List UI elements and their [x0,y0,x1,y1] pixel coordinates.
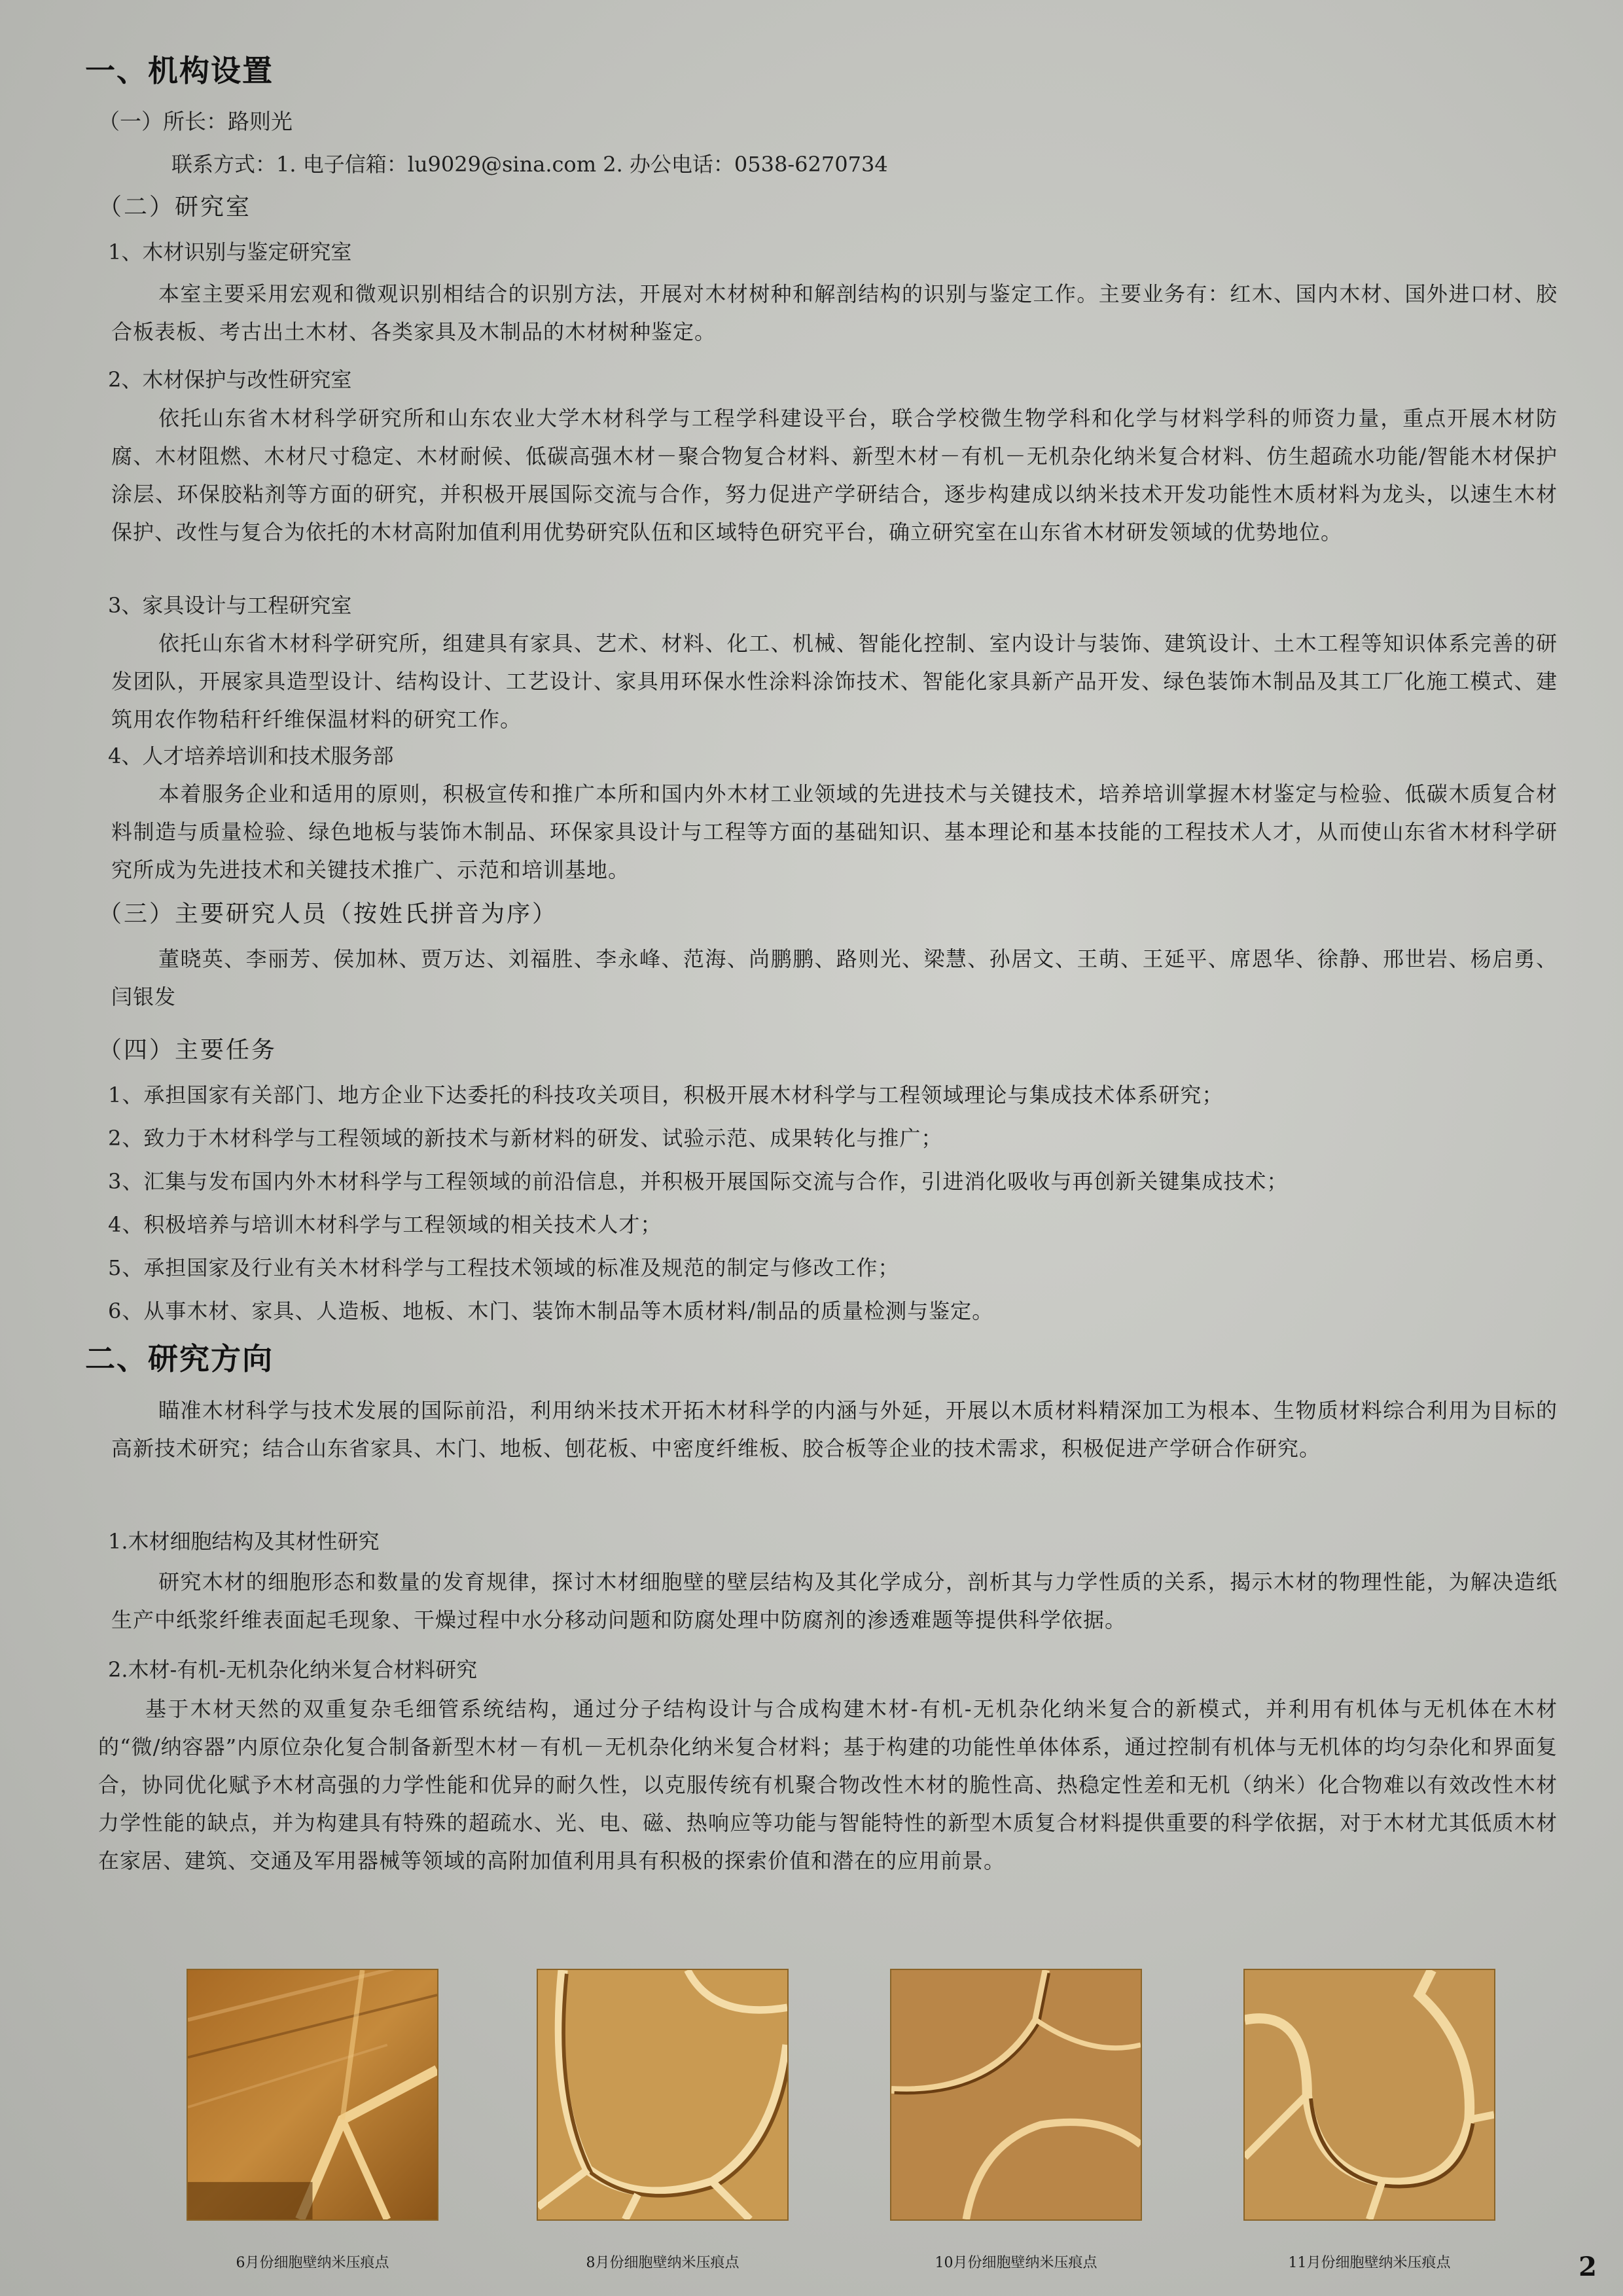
figure-caption: 8月份细胞壁纳米压痕点 [586,2255,740,2271]
micrograph-november [1243,1969,1495,2221]
task-item: 4、积极培养与培训木材科学与工程领域的相关技术人才； [108,1212,662,1237]
task-item: 6、从事木材、家具、人造板、地板、木门、装饰木制品等木质材料/制品的质量检测与鉴定。 [108,1299,994,1323]
topic-body: 研究木材的细胞形态和数量的发育规律，探讨木材细胞壁的壁层结构及其化学成分，剖析其与力学性质的关系，揭示木材的物理性能，为解决造纸生产中纸浆纤维表面起毛现象、干燥过程中水分移动问题和防腐处理中防腐剂的渗透难题等提供科学依据。 [111,1570,1558,1632]
task-item: 1、承担国家有关部门、地方企业下达委托的科技攻关项目，积极开展木材科学与工程领域理论与集成技术体系研究； [108,1083,1224,1107]
research-intro: 瞄准木材科学与技术发展的国际前沿，利用纳米技术开拓木材科学的内涵与外延，开展以木质材料精深加工为根本、生物质材料综合利用为目标的高新技术研究；结合山东省家具、木门、地板、刨花板、中密度纤维板、胶合板等企业的技术需求，积极促进产学研合作研究。 [111,1398,1558,1461]
topic-title: 1.木材细胞结构及其材性研究 [108,1529,380,1554]
topic-body: 基于木材天然的双重复杂毛细管系统结构，通过分子结构设计与合成构建木材-有机-无机杂化纳米复合的新模式，并利用有机体与无机体在木材的“微/纳容器”内原位杂化复合制备新型木材－有机－无机杂化纳米复合材料；基于构建的功能性单体体系，通过控制有机体与无机体的均匀杂化和界面复合，协同优化赋予木材高强的力学性能和优异的耐久性，以克服传统有机聚合物改性木材的脆性高、热稳定性差和无机（纳米）化合物难以有效改性木材力学性能的缺点，并为构建具有特殊的超疏水、光、电、磁、热响应等功能与智能特性的新型木质复合材料提供重要的科学依据，对于木材尤其低质木材在家居、建筑、交通及军用器械等领域的高附加值利用具有积极的探索价值和潜在的应用前景。 [98,1696,1558,1873]
micrograph-october [890,1969,1142,2221]
lab-body: 本室主要采用宏观和微观识别相结合的识别方法，开展对木材树种和解剖结构的识别与鉴定工作。主要业务有：红木、国内木材、国外进口材、胶合板表板、考古出土木材、各类家具及木制品的木材树种鉴定。 [111,281,1558,344]
lab-title: 2、木材保护与改性研究室 [108,367,352,392]
section-heading-structure: 一、机构设置 [85,53,274,88]
staff-heading: （三）主要研究人员（按姓氏拼音为序） [98,901,558,927]
micrograph-june [187,1969,438,2221]
task-item: 2、致力于木材科学与工程领域的新技术与新材料的研发、试验示范、成果转化与推广； [108,1126,943,1151]
task-item: 3、汇集与发布国内外木材科学与工程领域的前沿信息，并积极开展国际交流与合作，引进消化吸收与再创新关键集成技术； [108,1169,1289,1194]
lab-title: 3、家具设计与工程研究室 [108,593,352,618]
lab-body: 依托山东省木材科学研究所和山东农业大学木材科学与工程学科建设平台，联合学校微生物学科和化学与材料学科的师资力量，重点开展木材防腐、木材阻燃、木材尺寸稳定、木材耐候、低碳高强木材－聚合物复合材料、新型木材－有机－无机杂化纳米复合材料、仿生超疏水功能/智能木材保护涂层、环保胶粘剂等方面的研究，并积极开展国际交流与合作，努力促进产学研结合，逐步构建成以纳米技术开发功能性木质材料为龙头，以速生木材保护、改性与复合为依托的木材高附加值利用优势研究队伍和区域特色研究平台，确立研究室在山东省木材研发领域的优势地位。 [111,406,1558,545]
lab-body: 本着服务企业和适用的原则，积极宣传和推广本所和国内外木材工业领域的先进技术与关键技术，培养培训掌握木材鉴定与检验、低碳木质复合材料制造与质量检验、绿色地板与装饰木制品、环保家具设计与工程等方面的基础知识、基本理论和基本技能的工程技术人才，从而使山东省木材科学研究所成为先进技术和关键技术推广、示范和培训基地。 [111,781,1558,882]
contact-line: 联系方式：1. 电子信箱：lu9029@sina.com 2. 办公电话：0538-6270734 [171,152,888,177]
figure-caption: 6月份细胞壁纳米压痕点 [236,2255,389,2271]
figure-caption: 11月份细胞壁纳米压痕点 [1288,2255,1451,2271]
lab-body: 依托山东省木材科学研究所，组建具有家具、艺术、材料、化工、机械、智能化控制、室内设计与装饰、建筑设计、土木工程等知识体系完善的研发团队，开展家具造型设计、结构设计、工艺设计、家具用环保水性涂料涂饰技术、智能化家具新产品开发、绿色装饰木制品及其工厂化施工模式、建筑用农作物秸秆纤维保温材料的研究工作。 [111,631,1558,732]
labs-heading: （二）研究室 [98,194,252,221]
topic-title: 2.木材-有机-无机杂化纳米复合材料研究 [108,1657,478,1682]
page-number: 2 [1578,2251,1597,2282]
tasks-heading: （四）主要任务 [98,1037,277,1064]
director-line: （一）所长：路则光 [98,109,293,134]
micrograph-august [537,1969,789,2221]
lab-title: 1、木材识别与鉴定研究室 [108,240,352,264]
section-heading-research: 二、研究方向 [85,1341,274,1376]
lab-title: 4、人才培养培训和技术服务部 [108,744,394,768]
staff-list: 董晓英、李丽芳、侯加林、贾万达、刘福胜、李永峰、范海、尚鹏鹏、路则光、梁慧、孙居文、王萌、王延平、席恩华、徐静、邢世岩、杨启勇、闫银发 [111,946,1558,1009]
figure-caption: 10月份细胞壁纳米压痕点 [935,2255,1097,2271]
task-item: 5、承担国家及行业有关木材科学与工程技术领域的标准及规范的制定与修改工作； [108,1255,900,1280]
